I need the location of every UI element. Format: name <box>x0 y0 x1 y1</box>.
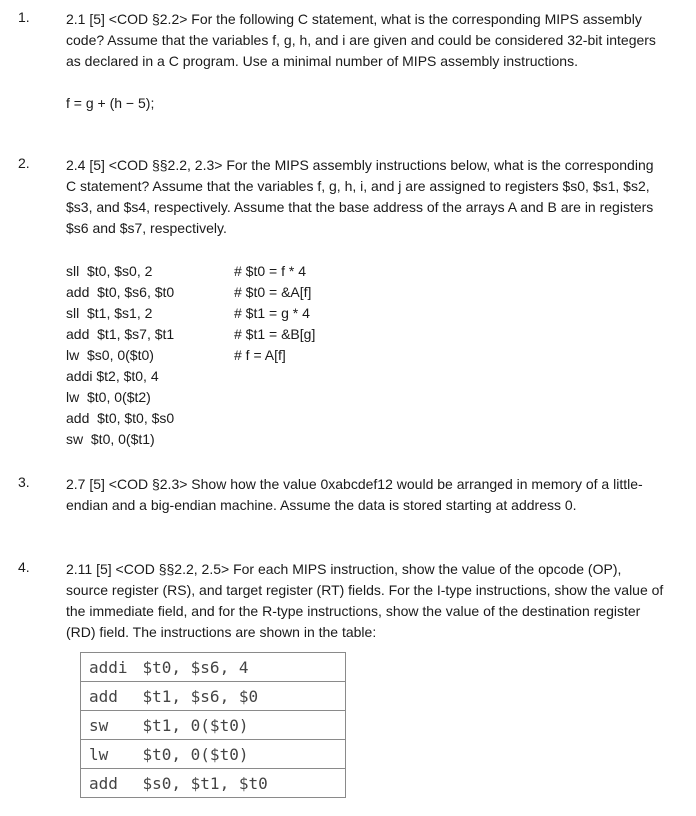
table-row <box>81 740 346 769</box>
question-text: 2.7 [5] <COD §2.3> Show how the value 0xabcdef12 would be arranged in memory of a little-endian and a big-endian machine. Assume the data is stored starting at address 0. <box>66 476 643 513</box>
mips-code-block <box>66 261 174 450</box>
table-row <box>81 711 346 740</box>
opcode-cell: addi <box>81 653 137 682</box>
code-line: addi $t2, $t0, 4 <box>66 368 159 384</box>
code-line: sw $t0, 0($t1) <box>66 431 155 447</box>
table-row <box>81 653 346 682</box>
opcode-cell: lw <box>81 740 137 769</box>
comment-line: # f = A[f] <box>234 347 286 363</box>
question-text: 2.1 [5] <COD §2.2> For the following C statement, what is the corresponding MIPS assembly code? Assume that the variables f, g, h, and i are given and could be considered 32-bit integers as declared in a C program. Use a minimal number of MIPS assembly instructions. <box>66 11 656 69</box>
question-number: 1. <box>18 9 30 25</box>
operands-cell: $t1, $s6, $0 <box>137 682 346 711</box>
code-line: add $t1, $s7, $t1 <box>66 326 175 342</box>
question-number: 2. <box>18 155 30 171</box>
opcode-cell: add <box>81 769 137 798</box>
question-text: 2.4 [5] <COD §§2.2, 2.3> For the MIPS assembly instructions below, what is the corresponding C statement? Assume that the variables f, g, h, i, and j are assigned to registers $s0, $s1, $s2, $s3, and $s4, respectively. Assume that the base address of the arrays A and B are in registers $s6 and $s7, respectively. <box>66 157 654 236</box>
table-row <box>81 769 346 798</box>
c-statement: f = g + (h − 5); <box>66 95 155 111</box>
table-row <box>81 682 346 711</box>
code-line: add $t0, $s6, $t0 <box>66 284 175 300</box>
code-line: lw $s0, 0($t0) <box>66 347 154 363</box>
question-number: 4. <box>18 559 30 575</box>
comment-line: # $t0 = f * 4 <box>234 263 306 279</box>
code-line: sll $t0, $s0, 2 <box>66 263 153 279</box>
operands-cell: $t1, 0($t0) <box>137 711 346 740</box>
operands-cell: $t0, 0($t0) <box>137 740 346 769</box>
comment-line: # $t1 = g * 4 <box>234 305 310 321</box>
opcode-cell: sw <box>81 711 137 740</box>
code-line: lw $t0, 0($t2) <box>66 389 151 405</box>
comment-line: # $t0 = &A[f] <box>234 284 312 300</box>
code-comments <box>234 261 315 366</box>
question-number: 3. <box>18 474 30 490</box>
opcode-cell: add <box>81 682 137 711</box>
code-line: sll $t1, $s1, 2 <box>66 305 153 321</box>
comment-line: # $t1 = &B[g] <box>234 326 316 342</box>
code-line: add $t0, $t0, $s0 <box>66 410 175 426</box>
operands-cell: $s0, $t1, $t0 <box>137 769 346 798</box>
question-text: 2.11 [5] <COD §§2.2, 2.5> For each MIPS instruction, show the value of the opcode (OP), source register (RS), and target register (RT) fields. For the I-type instructions, show the value of the immediate field, and for the R-type instructions, show the value of the destination register (RD) field. The instructions are shown in the table: <box>66 561 664 640</box>
instruction-table <box>80 652 346 798</box>
operands-cell: $t0, $s6, 4 <box>137 653 346 682</box>
